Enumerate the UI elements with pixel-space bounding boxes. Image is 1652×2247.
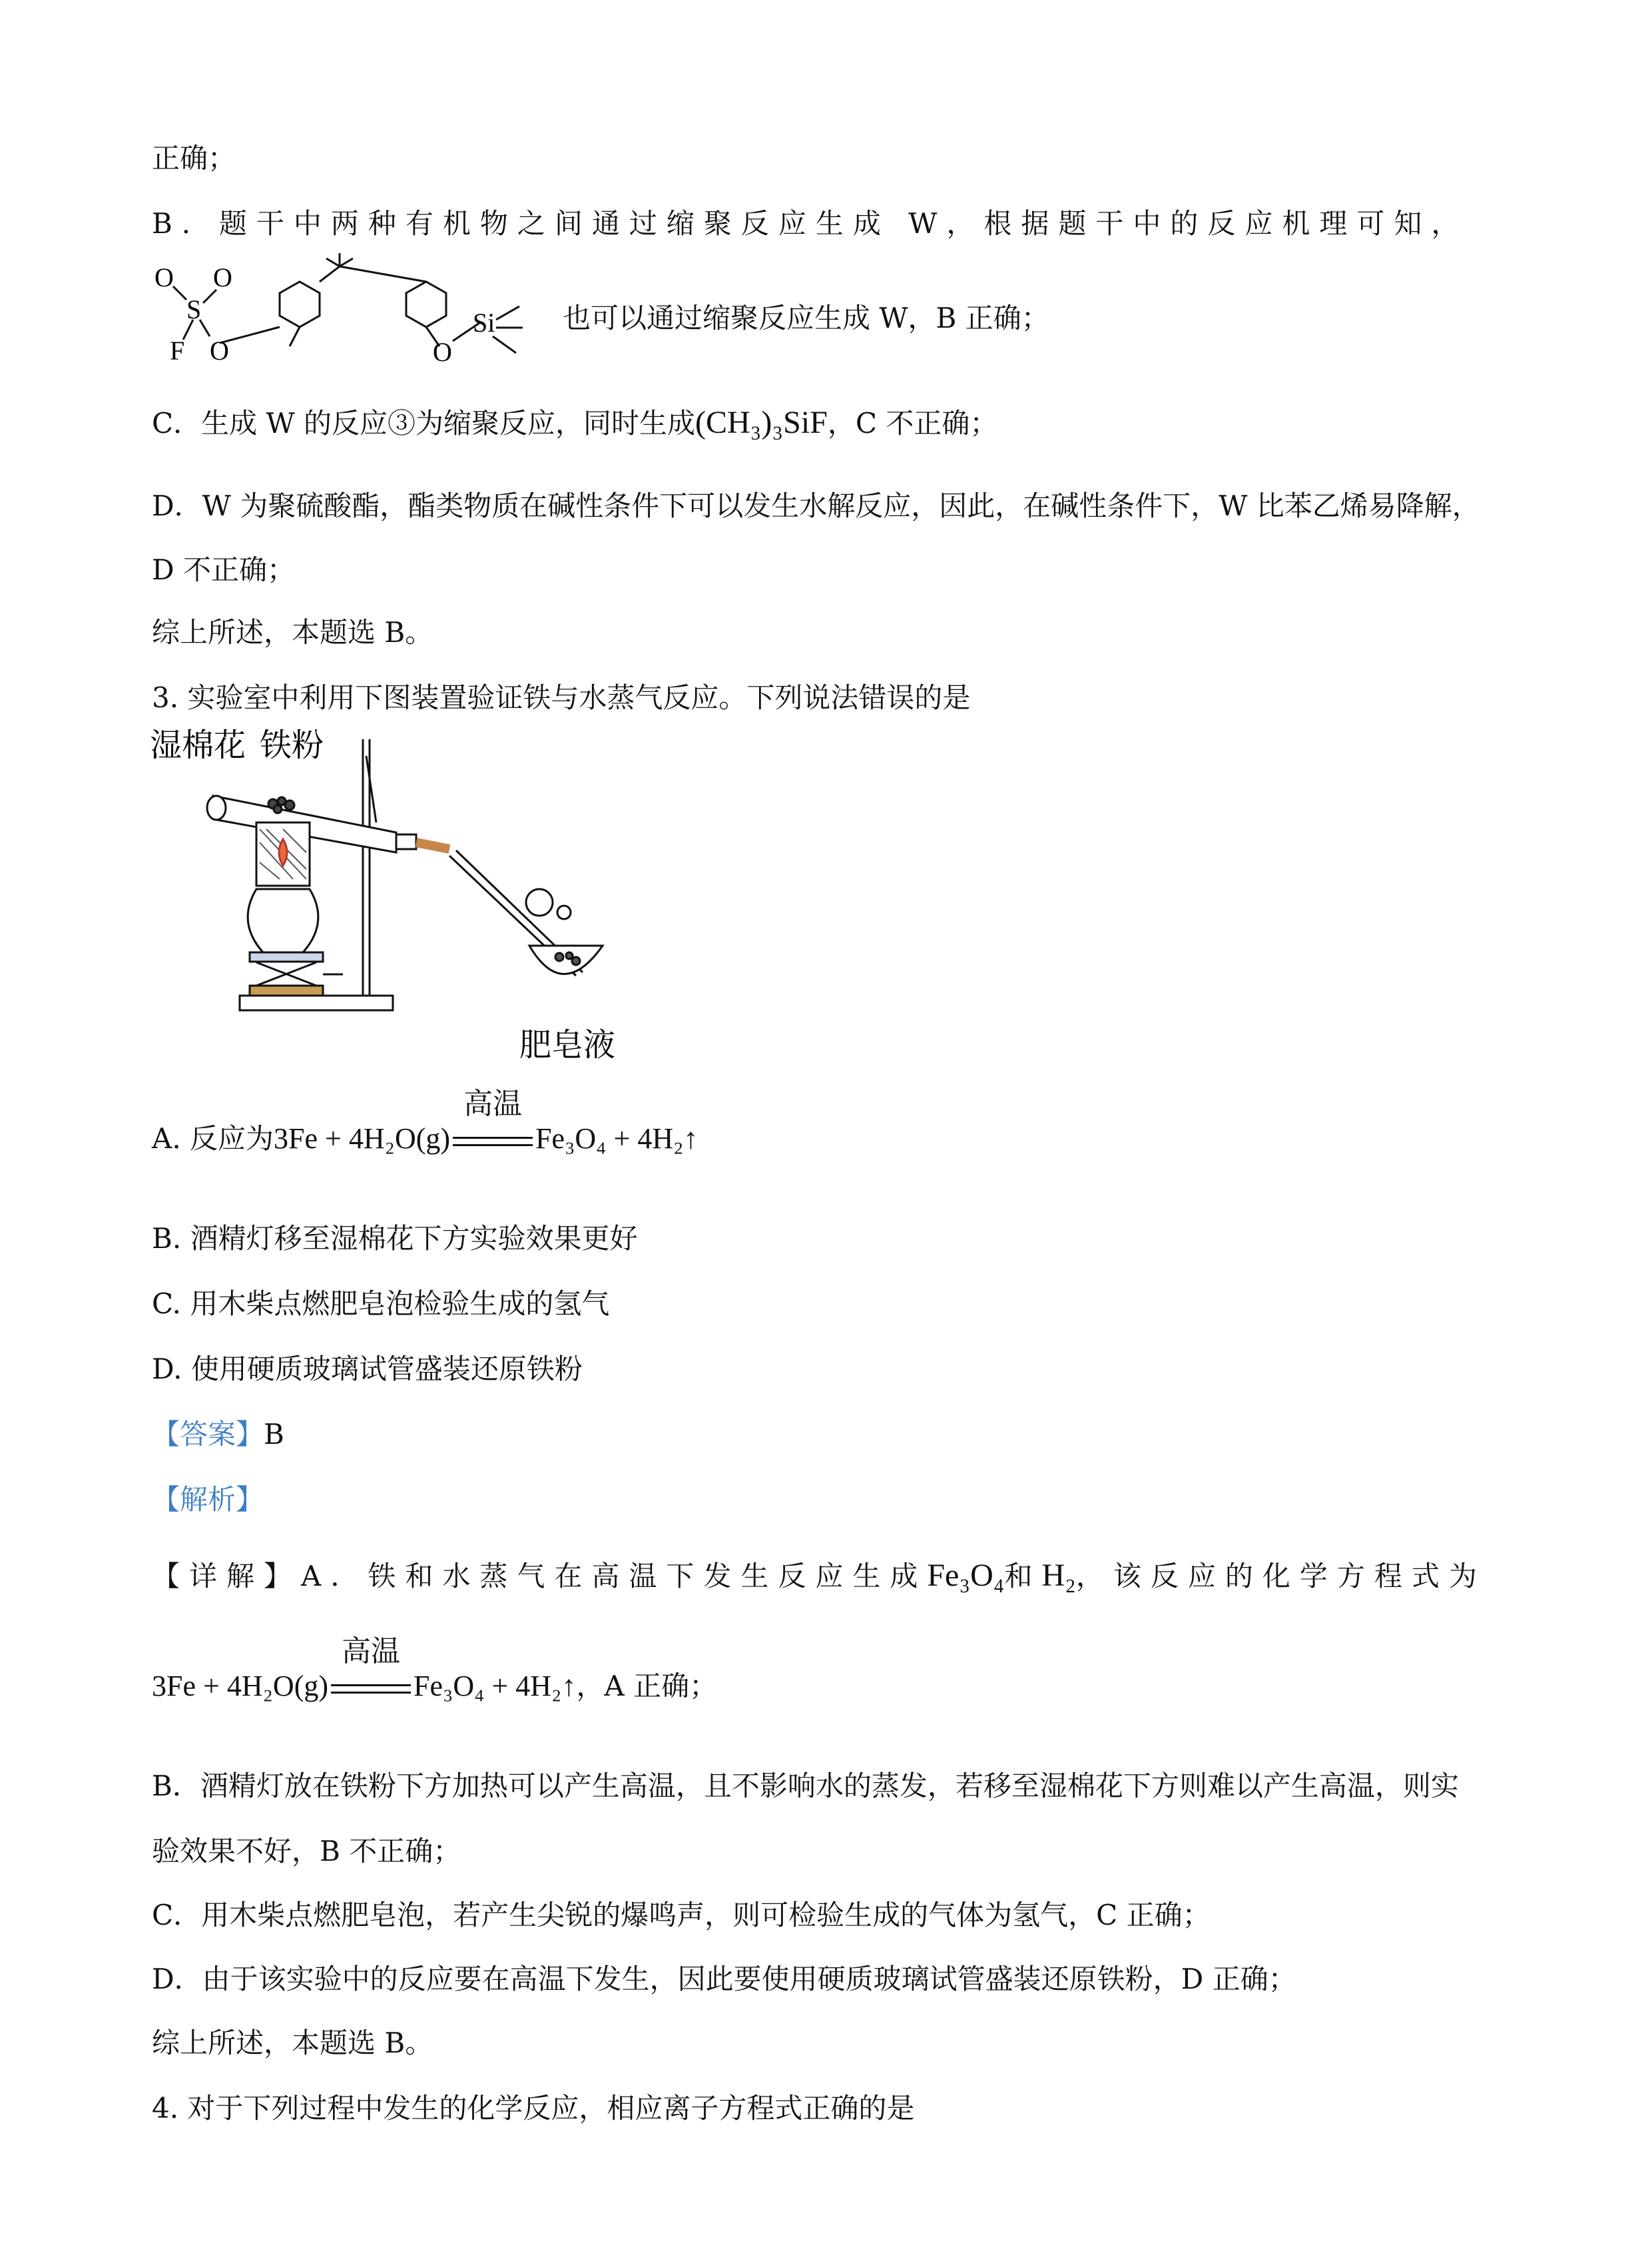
- label-soap: 肥皂液: [519, 1028, 616, 1063]
- q3-summary: 综上所述，本题选 B。: [152, 2027, 433, 2059]
- intro-line: 正确；: [152, 142, 236, 174]
- q3-option-a: [152, 1088, 698, 1159]
- q2-option-d-line1: D．W 为聚硫酸酯，酯类物质在碱性条件下可以发生水解反应，因此，在碱性条件下，W 比苯乙烯易降解，: [152, 489, 1480, 522]
- detail-a-and: 和: [1004, 1560, 1042, 1592]
- q3-answer: [152, 1415, 284, 1454]
- atom-o1: O: [154, 262, 174, 292]
- atom-o4: O: [433, 337, 452, 367]
- q2-structure-formula: [146, 253, 559, 386]
- detail-eq-right: Fe₃O₄ + 4H₂↑: [413, 1670, 577, 1702]
- label-cotton: 湿棉花: [150, 728, 246, 763]
- q2-summary: 综上所述，本题选 B。: [152, 616, 433, 649]
- q4-stem: 4. 对于下列过程中发生的化学反应，相应离子方程式正确的是: [152, 2092, 915, 2124]
- q2-option-b-text: B．题干中两种有机物之间通过缩聚反应生成 W，根据题干中的反应机理可知，: [152, 207, 1469, 240]
- detail-tag: 【详解】: [152, 1560, 302, 1592]
- q3-detail-d: D．由于该实验中的反应要在高温下发生，因此要使用硬质玻璃试管盛装还原铁粉，D 正确；: [152, 1963, 1296, 1995]
- atom-si: Si: [473, 308, 495, 338]
- q3-option-a-prefix: A. 反应为: [152, 1122, 274, 1155]
- q2-option-d-line2: D 不正确；: [152, 553, 296, 586]
- atom-s: S: [186, 294, 202, 324]
- detail-a-text-2: ，该反应的化学方程式为: [1075, 1560, 1486, 1592]
- detail-eq-left: 3Fe + 4H₂O(g): [152, 1670, 329, 1702]
- analysis-tag: 【解析】: [152, 1483, 264, 1516]
- atom-o3: O: [210, 336, 229, 366]
- q3-detail-equation: [152, 1635, 718, 1706]
- q2-c-text-2: ，C 不正确；: [827, 407, 998, 440]
- detail-eq-condition: 高温: [342, 1635, 401, 1668]
- q3-detail-b-line2: 验效果不好，B 不正确；: [152, 1835, 461, 1867]
- q2-structure-tail: 也可以通过缩聚反应生成 W，B 正确；: [563, 302, 1049, 334]
- atom-f: F: [170, 336, 185, 366]
- atom-o2: O: [213, 262, 232, 292]
- detail-eq-arrow: [328, 1635, 413, 1706]
- detail-a-product-2: H₂: [1041, 1558, 1076, 1593]
- q3-option-d: D. 使用硬质玻璃试管盛装还原铁粉: [152, 1353, 583, 1385]
- q3-detail-b-line1: B．酒精灯放在铁粉下方加热可以产生高温，且不影响水的蒸发，若移至湿棉花下方则难以产生高温，则实: [152, 1769, 1459, 1802]
- q3-eq-condition: 高温: [463, 1088, 523, 1120]
- detail-a-end: ，A 正确；: [576, 1670, 718, 1702]
- q2-c-text-1: C．生成 W 的反应③为缩聚反应，同时生成: [152, 407, 696, 440]
- q3-detail-a: [152, 1556, 1486, 1596]
- q2-c-formula: (CH₃)₃SiF: [695, 405, 828, 440]
- q3-apparatus-figure: [150, 723, 629, 1069]
- q3-eq-right: Fe₃O₄ + 4H₂↑: [535, 1122, 698, 1155]
- detail-a-product-1: Fe₃O₄: [927, 1558, 1005, 1593]
- q3-option-b: B. 酒精灯移至湿棉花下方实验效果更好: [152, 1222, 638, 1255]
- q3-eq-left: 3Fe + 4H₂O(g): [274, 1122, 451, 1155]
- q3-stem: 3. 实验室中利用下图装置验证铁与水蒸气反应。下列说法错误的是: [152, 681, 971, 714]
- q3-detail-c: C．用木柴点燃肥皂泡，若产生尖锐的爆鸣声，则可检验生成的气体为氢气，C 正确；: [152, 1899, 1211, 1931]
- detail-a-text-1: A．铁和水蒸气在高温下发生反应生成: [301, 1560, 928, 1592]
- label-iron: 铁粉: [260, 728, 324, 763]
- answer-tag: 【答案】: [152, 1418, 264, 1450]
- answer-value: B: [264, 1418, 284, 1450]
- q3-option-c: C. 用木柴点燃肥皂泡检验生成的氢气: [152, 1287, 610, 1320]
- q2-option-c: [152, 403, 997, 444]
- q3-eq-arrow: [450, 1088, 535, 1159]
